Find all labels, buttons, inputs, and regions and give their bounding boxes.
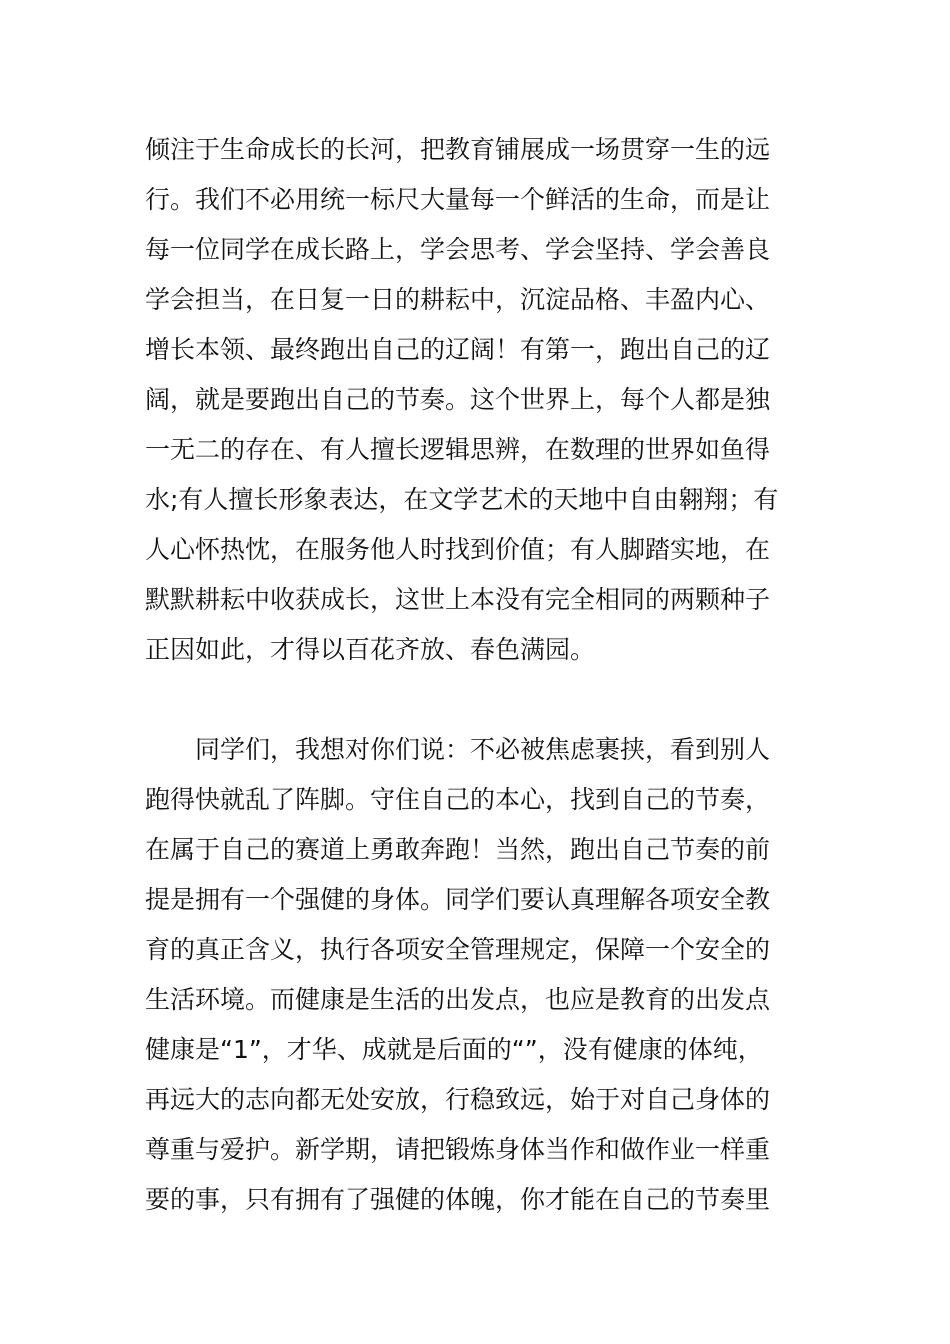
text-line: 尊重与爱护。新学期，请把锻炼身体当作和做作业一样重 bbox=[145, 1135, 771, 1164]
text-line: 阔，就是要跑出自己的节奏。这个世界上，每个人都是独 bbox=[145, 385, 771, 414]
text-line: 健康是“1”，才华、成就是后面的“”，没有健康的体纯， bbox=[145, 1035, 763, 1064]
text-line: 育的真正含义，执行各项安全管理规定，保障一个安全的 bbox=[145, 935, 771, 964]
text-line: 行。我们不必用统一标尺大量每一个鲜活的生命，而是让 bbox=[145, 185, 771, 214]
text-line: 增长本领、最终跑出自己的辽阔！有第一，跑出自己的辽 bbox=[145, 335, 771, 364]
text-line: 一无二的存在、有人擅长逻辑思辨，在数理的世界如鱼得 bbox=[145, 435, 771, 464]
paragraph-2 bbox=[145, 725, 815, 1225]
text-line: 要的事，只有拥有了强健的体魄，你才能在自己的节奏里 bbox=[145, 1185, 771, 1214]
text-line: 再远大的志向都无处安放，行稳致远，始于对自己身体的 bbox=[145, 1085, 771, 1114]
text-line: 在属于自己的赛道上勇敢奔跑！当然，跑出自己节奏的前 bbox=[145, 835, 771, 864]
text-line: 倾注于生命成长的长河，把教育铺展成一场贯穿一生的远 bbox=[145, 135, 771, 164]
text-line: 提是拥有一个强健的身体。同学们要认真理解各项安全教 bbox=[145, 885, 771, 914]
text-line: 跑得快就乱了阵脚。守住自己的本心，找到自己的节奏， bbox=[145, 785, 771, 814]
paragraph-1 bbox=[145, 125, 815, 675]
text-line: 生活环境。而健康是生活的出发点，也应是教育的出发点 bbox=[145, 985, 771, 1014]
text-line: 学会担当，在日复一日的耕耘中，沉淀品格、丰盈内心、 bbox=[145, 285, 771, 314]
text-line: 水;有人擅长形象表达，在文学艺术的天地中自由翱翔；有 bbox=[145, 485, 779, 514]
text-line: 正因如此，才得以百花齐放、春色满园。 bbox=[145, 635, 596, 664]
text-line: 默默耕耘中收获成长，这世上本没有完全相同的两颗种子 bbox=[145, 585, 771, 614]
text-line: 每一位同学在成长路上，学会思考、学会坚持、学会善良 bbox=[145, 235, 771, 264]
text-line-indented: 同学们，我想对你们说：不必被焦虑裹挟，看到别人 bbox=[195, 735, 771, 764]
text-line: 人心怀热忱，在服务他人时找到价值；有人脚踏实地，在 bbox=[145, 535, 771, 564]
